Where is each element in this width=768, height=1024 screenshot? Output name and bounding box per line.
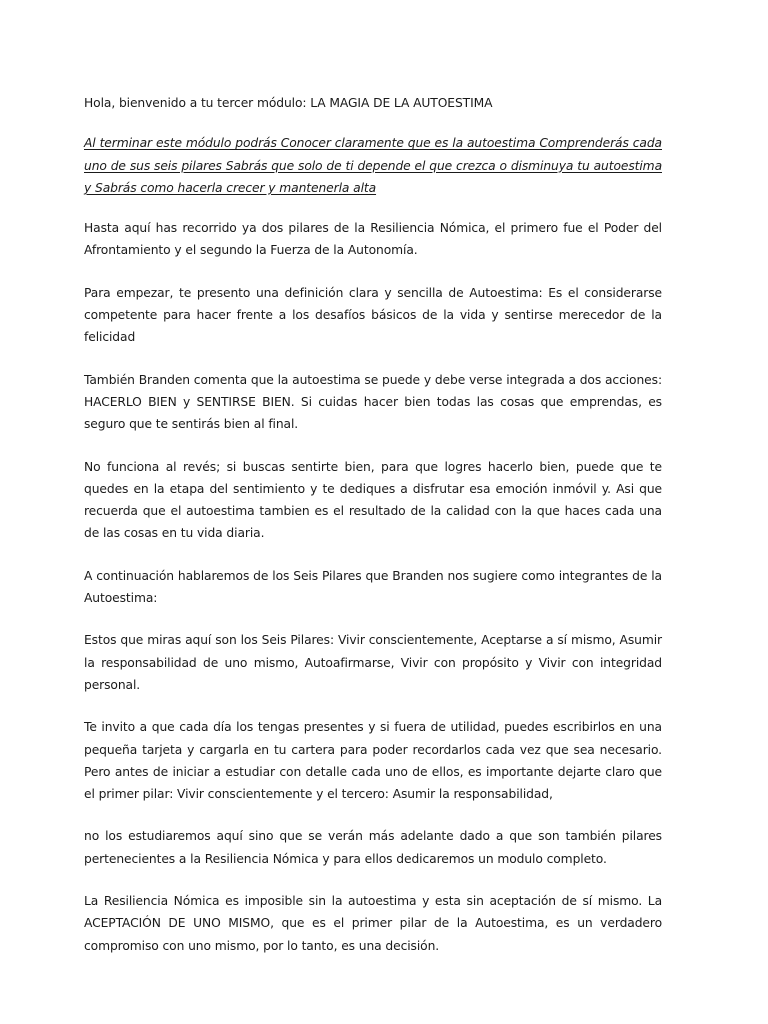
document-page [84,92,662,977]
module-objectives: Al terminar este módulo podrás Conocer claramente que es la autoestima Comprenderás cada uno de sus seis pilares Sabrás que solo de ti depende el que crezca o disminuya tu autoestima y Sabrás como hacerla crecer y mantenerla alta [84,136,662,195]
paragraph-self-acceptance: La Resiliencia Nómica es imposible sin la autoestima y esta sin aceptación de sí mismo. La ACEPTACIÓN DE UNO MISMO, que es el primer pilar de la Autoestima, es un verdadero compromiso con uno mismo, por lo tanto, es una decisión. [84,894,662,953]
paragraph-reverse: No funciona al revés; si buscas sentirte bien, para que logres hacerlo bien, puede que te quedes en la etapa del sentimiento y te dediques a disfrutar esa emoción inmóvil y. Asi que recuerda que el autoestima tambien es el resultado de la calidad con la que haces cada una de las cosas en tu vida diaria. [84,459,662,541]
paragraph-six-pillars-intro: A continuación hablaremos de los Seis Pilares que Branden nos sugiere como integrantes de la Autoestima: [84,568,662,606]
paragraph-definition: Para empezar, te presento una definición clara y sencilla de Autoestima: Es el considerarse competente para hacer frente a los desafíos básicos de la vida y sentirse merecedor de la felicidad [84,285,662,345]
paragraph-invitation: Te invito a que cada día los tengas presentes y si fuera de utilidad, puedes escribirlos en una pequeña tarjeta y cargarla en tu cartera para poder recordarlos cada vez que sea necesario. Pero antes de iniciar a estudiar con detalle cada uno de ellos, es importante dejarte claro que el primer pilar: Vivir conscientemente y el tercero: Asumir la responsabilidad, [84,720,662,802]
paragraph-pillars-recap: Hasta aquí has recorrido ya dos pilares de la Resiliencia Nómica, el primero fue el Poder del Afrontamiento y el segundo la Fuerza de la Autonomía. [84,221,662,258]
paragraph-later-study: no los estudiaremos aquí sino que se verán más adelante dado a que son también pilares pertenecientes a la Resiliencia Nómica y para ellos dedicaremos un modulo completo. [84,829,662,866]
module-title: Hola, bienvenido a tu tercer módulo: LA MAGIA DE LA AUTOESTIMA [84,96,493,110]
paragraph-six-pillars-list: Estos que miras aquí son los Seis Pilares: Vivir conscientemente, Aceptarse a sí mismo, Asumir la responsabilidad de uno mismo, Autoafirmarse, Vivir con propósito y Vivir con integridad personal. [84,633,662,692]
paragraph-branden-actions: También Branden comenta que la autoestima se puede y debe verse integrada a dos acciones: HACERLO BIEN y SENTIRSE BIEN. Si cuidas hacer bien todas las cosas que emprendas, es seguro que te sentirás bien al final. [84,372,662,432]
